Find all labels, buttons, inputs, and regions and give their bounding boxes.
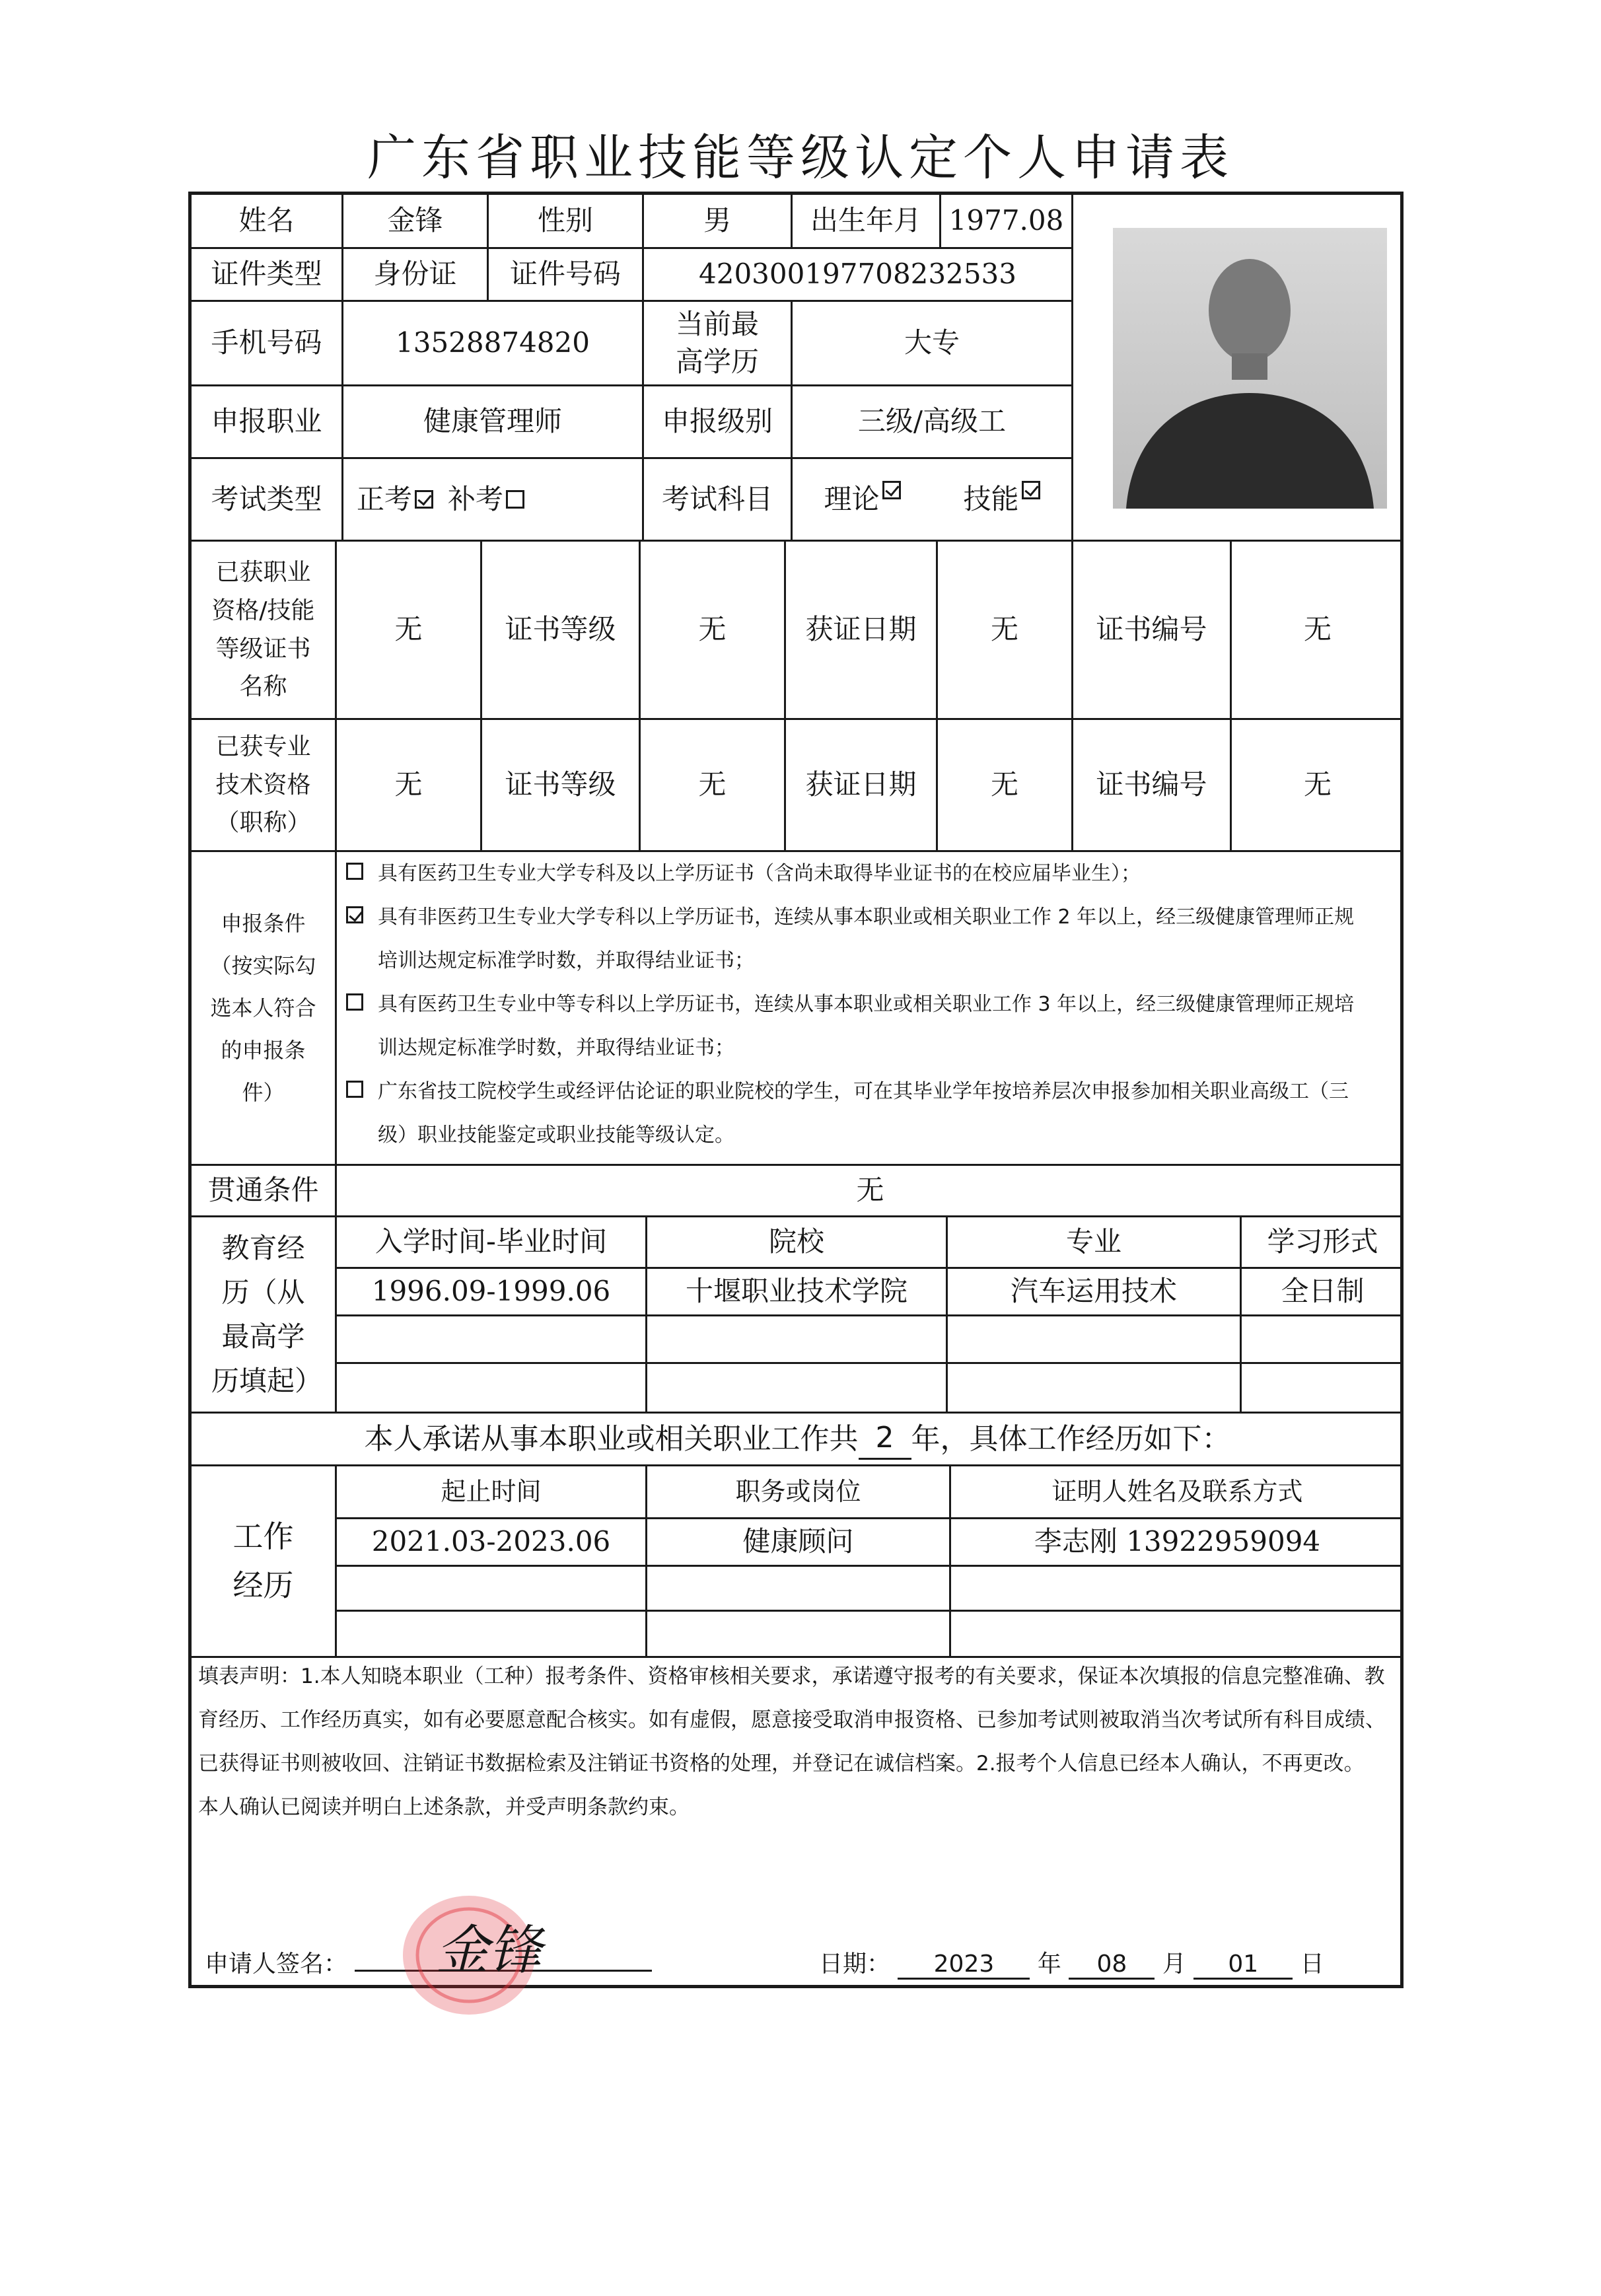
work-promise-prefix: 本人承诺从事本职业或相关职业工作共	[364, 1421, 859, 1456]
through-label: 贯通条件	[192, 1166, 337, 1217]
cert1-grade-label: 证书等级	[482, 542, 641, 720]
cert2-date-label: 获证日期	[786, 720, 938, 852]
education-label: 教育经历（从最高学历填起）	[192, 1217, 337, 1414]
birth-label: 出生年月	[793, 195, 941, 249]
cert2-no: 无	[1232, 720, 1404, 852]
declaration-confirm: 本人确认已阅读并明白上述条款，并受声明条款约束。	[198, 1795, 690, 1819]
condition-text: 广东省技工院校学生或经评估论证的职业院校的学生，可在其毕业学年按培养层次申报参加相关职业高级工（三级）职业技能鉴定或职业技能等级认定。	[378, 1080, 1349, 1147]
date-day-unit: 日	[1300, 1951, 1324, 1978]
name-value: 金锋	[343, 195, 489, 249]
cert1-date: 无	[938, 542, 1073, 720]
work-row-position: 健康顾问	[647, 1519, 951, 1567]
edu-header-school: 院校	[647, 1217, 948, 1269]
edu-empty-cell	[1242, 1364, 1404, 1414]
condition-text: 具有医药卫生专业中等专科以上学历证书，连续从事本职业或相关职业工作 3 年以上，经三级健康管理师正规培训达规定标准学时数，并取得结业证书；	[378, 993, 1355, 1059]
edu-header-major: 专业	[948, 1217, 1242, 1269]
work-empty-cell	[951, 1612, 1404, 1658]
work-header-witness: 证明人姓名及联系方式	[951, 1466, 1404, 1519]
subject-label: 考试科目	[644, 459, 793, 542]
form-title: 广东省职业技能等级认定个人申请表	[367, 129, 1234, 186]
exam-regular-checkbox[interactable]	[415, 490, 433, 509]
edu-header-mode: 学习形式	[1242, 1217, 1404, 1269]
work-empty-cell	[337, 1612, 647, 1658]
condition-item	[343, 896, 1374, 983]
work-promise-years: 2	[859, 1418, 911, 1459]
date-label: 日期：	[819, 1951, 891, 1978]
work-promise	[192, 1414, 1404, 1466]
cert1-label: 已获职业资格/技能等级证书名称	[192, 542, 337, 720]
cert2-grade-label: 证书等级	[482, 720, 641, 852]
id-no-value: 420300197708232533	[644, 249, 1073, 302]
edu-empty-cell	[1242, 1316, 1404, 1364]
edu-value: 大专	[793, 302, 1073, 386]
level-value: 三级/高级工	[793, 386, 1073, 459]
work-header-period: 起止时间	[337, 1466, 647, 1519]
exam-makeup-checkbox[interactable]	[506, 490, 524, 509]
subject-theory-checkbox[interactable]	[882, 481, 901, 499]
condition-item	[343, 983, 1374, 1070]
date-year: 2023	[898, 1951, 1030, 1980]
date-year-unit: 年	[1037, 1951, 1061, 1978]
through-value: 无	[337, 1166, 1404, 1217]
cert1-no: 无	[1232, 542, 1404, 720]
condition-text: 具有医药卫生专业大学专科及以上学历证书（含尚未取得毕业证书的在校应届毕业生）；	[378, 862, 1141, 885]
signature-label: 申请人签名：	[205, 1951, 348, 1978]
cert1-name: 无	[337, 542, 482, 720]
work-empty-cell	[647, 1612, 951, 1658]
subject-skill-label: 技能	[963, 482, 1019, 515]
applicant-photo	[1113, 228, 1387, 509]
work-empty-cell	[337, 1567, 647, 1612]
work-empty-cell	[647, 1567, 951, 1612]
work-row-witness: 李志刚 13922959094	[951, 1519, 1404, 1567]
level-label: 申报级别	[644, 386, 793, 459]
cert1-no-label: 证书编号	[1073, 542, 1232, 720]
work-label: 工作经历	[192, 1466, 337, 1658]
edu-label: 当前最高学历	[644, 302, 793, 386]
work-promise-suffix: 年，具体工作经历如下：	[911, 1421, 1231, 1456]
edu-row-period: 1996.09-1999.06	[337, 1269, 647, 1316]
gender-label: 性别	[489, 195, 644, 249]
name-label: 姓名	[192, 195, 343, 249]
date-row	[819, 1945, 1324, 1980]
id-no-label: 证件号码	[489, 249, 644, 302]
subject-skill-checkbox[interactable]	[1022, 481, 1040, 499]
red-seal-stamp	[396, 1889, 594, 2021]
condition-text: 具有非医药卫生专业大学专科以上学历证书，连续从事本职业或相关职业工作 2 年以上，经三级健康管理师正规培训达规定标准学时数，并取得结业证书；	[378, 906, 1355, 972]
exam-regular-label: 正考	[357, 482, 413, 515]
phone-label: 手机号码	[192, 302, 343, 386]
cert1-date-label: 获证日期	[786, 542, 938, 720]
date-month: 08	[1069, 1951, 1155, 1980]
exam-type-options	[343, 459, 644, 542]
edu-row-school: 十堰职业技术学院	[647, 1269, 948, 1316]
work-row-period: 2021.03-2023.06	[337, 1519, 647, 1567]
edu-empty-cell	[647, 1364, 948, 1414]
date-day: 01	[1193, 1951, 1293, 1980]
edu-header-period: 入学时间-毕业时间	[337, 1217, 647, 1269]
edu-row-mode: 全日制	[1242, 1269, 1404, 1316]
conditions-list	[343, 852, 1374, 1156]
signature-text: 金锋	[436, 1919, 542, 1981]
declaration-text: 填表声明：1.本人知晓本职业（工种）报考条件、资格审核相关要求，承诺遵守报考的有关要求，保证本次填报的信息完整准确、教育经历、工作经历真实，如有必要愿意配合核实。如有虚假，愿意接受取消申报资格、已参加考试则被取消当次考试所有科目成绩、已获得证书则被收回、注销证书数据检索及注销证书资格的处理，并登记在诚信档案。2.报考个人信息已经本人确认，不再更改。	[198, 1665, 1386, 1776]
cert2-no-label: 证书编号	[1073, 720, 1232, 852]
condition-checkbox[interactable]	[346, 1081, 363, 1098]
gender-value: 男	[644, 195, 793, 249]
cert2-grade: 无	[641, 720, 786, 852]
phone-value: 13528874820	[343, 302, 644, 386]
edu-empty-cell	[337, 1316, 647, 1364]
cert2-label: 已获专业技术资格（职称）	[192, 720, 337, 852]
birth-value: 1977.08	[941, 195, 1073, 249]
occupation-label: 申报职业	[192, 386, 343, 459]
subject-options	[793, 459, 1073, 542]
condition-item	[343, 852, 1374, 896]
cert2-name: 无	[337, 720, 482, 852]
edu-empty-cell	[948, 1316, 1242, 1364]
condition-checkbox[interactable]	[346, 993, 363, 1011]
cert2-date: 无	[938, 720, 1073, 852]
condition-checkbox[interactable]	[346, 906, 363, 923]
edu-empty-cell	[948, 1364, 1242, 1414]
conditions-label: 申报条件（按实际勾选本人符合的申报条件）	[192, 852, 337, 1166]
edu-row-major: 汽车运用技术	[948, 1269, 1242, 1316]
declaration	[198, 1655, 1387, 1829]
id-type-value: 身份证	[343, 249, 489, 302]
work-empty-cell	[951, 1567, 1404, 1612]
edu-empty-cell	[337, 1364, 647, 1414]
exam-makeup-label: 补考	[448, 482, 504, 515]
condition-checkbox[interactable]	[346, 863, 363, 880]
exam-type-label: 考试类型	[192, 459, 343, 542]
cert1-grade: 无	[641, 542, 786, 720]
edu-empty-cell	[647, 1316, 948, 1364]
subject-theory-label: 理论	[824, 482, 880, 515]
id-type-label: 证件类型	[192, 249, 343, 302]
date-month-unit: 月	[1162, 1951, 1186, 1978]
condition-item	[343, 1070, 1374, 1157]
work-header-position: 职务或岗位	[647, 1466, 951, 1519]
occupation-value: 健康管理师	[343, 386, 644, 459]
